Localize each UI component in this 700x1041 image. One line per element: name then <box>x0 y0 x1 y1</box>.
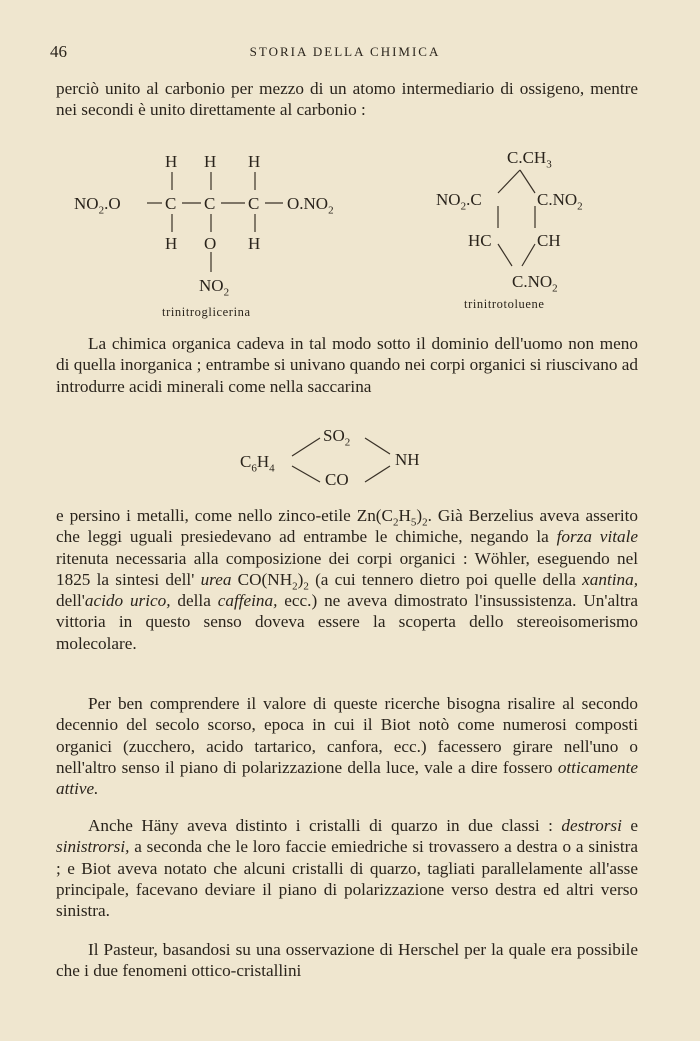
left-no2-group: $NO_2.C$ <box>436 190 482 213</box>
bond <box>292 466 320 482</box>
paragraph-6-text: Il Pasteur, basandosi su una osservazione di Herschel per la quale era possibile che i due fenomeni ottico-cristallini <box>56 940 638 981</box>
bond <box>522 244 535 266</box>
right-ch: CH <box>537 231 561 250</box>
so2-group: $SO_2$ <box>323 426 351 449</box>
h-bottom-right: H <box>248 234 261 253</box>
co-group: CO <box>325 470 349 489</box>
caption-trinitrotoluene: trinitrotoluene <box>464 297 545 311</box>
right-group: $O.NO_2$ <box>287 194 334 217</box>
bond <box>292 438 320 456</box>
paragraph-2-text: La chimica organica cadeva in tal modo sotto il dominio dell'uomo non meno di quella inorganica ; entrambe si univano quando nei corpi organici si riuscivano ad introdurre acidi minerali come nella saccarina <box>56 334 638 396</box>
h-top-2: H <box>204 152 217 171</box>
right-no2-group: $C.NO_2$ <box>537 190 583 213</box>
paragraph-1 <box>56 78 638 121</box>
paragraph-1-text: perciò unito al carbonio per mezzo di un atomo intermediario di ossigeno, mentre nei secondi è unito direttamente al carbonio : <box>56 79 638 120</box>
bond <box>498 244 512 266</box>
nh-group: NH <box>395 450 420 469</box>
paragraph-3-text: e persino i metalli, come nello zinco-etile $Zn(C_2H_5)_2$. Già Berzelius aveva asserito che leggi uguali presiedevano ad entrambe le chimiche, negando la forza vitale ritenuta necessaria alla composizione dei corpi organici : Wöhler, eseguendo nel 1825 la sintesi dell' urea $CO(NH_2)_2$ (a cui tennero dietro poi quelle della xantina, dell'acido urico, della caffeina, ecc.) ne aveva dimostrato l'insussistenza. Un'altra vittoria in questo senso doveva essere la scoperta dello stereoisomerismo molecolare. <box>56 506 638 653</box>
paragraph-3 <box>56 505 638 654</box>
paragraph-6 <box>56 939 638 982</box>
paragraph-4 <box>56 693 638 799</box>
ch3-group: $C.CH_3$ <box>507 148 552 171</box>
bond <box>520 170 535 193</box>
bottom-no2-group: $C.NO_2$ <box>512 272 558 295</box>
trinitrotoluene-structure <box>430 148 650 318</box>
carbon-2: C <box>204 194 216 213</box>
paragraph-2 <box>56 333 638 397</box>
carbon-3: C <box>248 194 260 213</box>
page-number: 46 <box>50 42 67 61</box>
page-header <box>50 42 640 66</box>
carbon-1: C <box>165 194 177 213</box>
paragraph-4-text: Per ben comprendere il valore di queste ricerche bisogna risalire al secondo decennio del secolo scorso, epoca in cui il Biot notò come numerosi composti organici (zucchero, acido tartarico, canfora, ecc.) facessero girare nell'uno o nell'altro senso il piano di polarizzazione della luce, vale a dire fossero otticamente attive. <box>56 694 638 799</box>
h-top-3: H <box>248 152 261 171</box>
c6h4-group: $C_6H_4$ <box>240 452 275 475</box>
no2-group: $NO_2$ <box>199 276 230 299</box>
caption-trinitroglycerin: trinitroglicerina <box>162 305 251 319</box>
left-ch: HC <box>468 231 492 250</box>
o-bottom: O <box>204 234 217 253</box>
h-bottom-left: H <box>165 234 178 253</box>
bond <box>498 170 520 193</box>
saccharin-structure <box>235 426 455 496</box>
trinitroglycerin-structure <box>70 150 370 320</box>
paragraph-5-text: Anche Häny aveva distinto i cristalli di quarzo in due classi : destrorsi e sinistrorsi, a seconda che le loro faccie emiedriche si trovassero a destra o a sinistra ; e Biot aveva notato che alcuni cristalli di quarzo, tagliati parallelamente all'asse principale, facevano deviare il piano di polarizzazione verso destra ed altri verso sinistra. <box>56 816 638 921</box>
bond <box>365 466 390 482</box>
h-top-1: H <box>165 152 178 171</box>
left-group: $NO_2.O$ <box>74 194 121 217</box>
bond <box>365 438 390 454</box>
paragraph-5 <box>56 815 638 921</box>
running-title: STORIA DELLA CHIMICA <box>249 44 441 59</box>
